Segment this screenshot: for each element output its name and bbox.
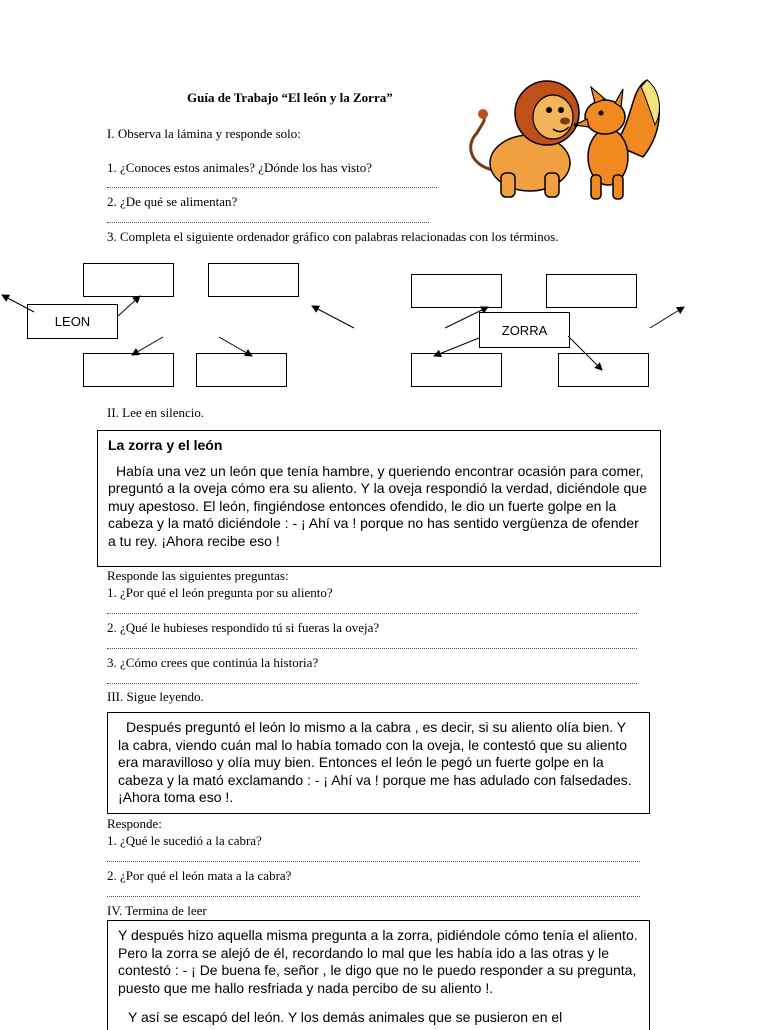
- section-1-question-3: 3. Completa el siguiente ordenador gráfico con palabras relacionadas con los términos.: [107, 229, 559, 244]
- story-box-3: [107, 920, 650, 1030]
- answer-line[interactable]: [107, 861, 640, 862]
- section-4-heading: IV. Termina de leer: [107, 903, 207, 918]
- answer-line[interactable]: [107, 683, 637, 684]
- arrow: [132, 337, 163, 355]
- answer-line[interactable]: [107, 613, 637, 614]
- arrow: [2, 295, 34, 312]
- arrow: [312, 306, 354, 328]
- section-3-heading: III. Sigue leyendo.: [107, 689, 204, 704]
- organizer-arrows: [0, 0, 768, 420]
- section-1-heading: I. Observa la lámina y responde solo:: [107, 126, 301, 141]
- section-2-question-1: 1. ¿Por qué el león pregunta por su aliento?: [107, 585, 333, 600]
- arrow: [568, 336, 602, 370]
- story-paragraph: Y así se escapó del león. Y los demás animales que se pusieron en el: [128, 1009, 563, 1025]
- organizer-label-leon: LEON: [27, 304, 118, 339]
- answer-line[interactable]: [107, 896, 640, 897]
- story-paragraph: Había una vez un león que tenía hambre, y queriendo encontrar ocasión para comer, preguntó a la oveja cómo era su aliento. Y la oveja respondió la verdad, diciéndole que muy apestoso. El león, fingiéndose entonces ofendido, le dio un fuerte golpe en la cabeza y la mató diciéndole : - ¡ Ahí va ! porque no has sentido vergüenza de ofender a tu rey. ¡Ahora recibe eso !: [108, 462, 647, 549]
- story-paragraph: Y después hizo aquella misma pregunta a la zorra, pidiéndole cómo tenía el aliento. Pero la zorra se alejó de él, recordando lo mal que les había ido a las otras y le contestó : - ¡ De buena fe, señor , le digo que no le puedo responder a su pregunta, puesto que me hallo resfriada y nada percibo de su aliento !.: [118, 927, 638, 996]
- arrow: [219, 337, 252, 356]
- section-2-question-2: 2. ¿Qué le hubieses respondido tú si fueras la oveja?: [107, 620, 380, 635]
- arrow: [434, 338, 479, 356]
- arrow: [445, 307, 488, 328]
- section-3-question-1: 1. ¿Qué le sucedió a la cabra?: [107, 833, 262, 848]
- section-3-question-2: 2. ¿Por qué el león mata a la cabra?: [107, 868, 292, 883]
- section-1-question-1: 1. ¿Conoces estos animales? ¿Dónde los has visto?: [107, 160, 372, 175]
- arrow: [118, 296, 140, 316]
- story-paragraph: Después preguntó el león lo mismo a la cabra , es decir, si su aliento olía bien. Y la cabra, viendo cuán mal lo había tomado con la oveja, le contestó que su aliento era maravilloso y olía muy bien. Entonces el león le pegó un fuerte golpe en la cabeza y la mató exclamando : - ¡ Ahí va ! porque me has adulado con falsedades. ¡Ahora toma eso !.: [118, 719, 632, 805]
- section-2-heading: II. Lee en silencio.: [107, 405, 205, 420]
- arrow: [650, 307, 684, 328]
- worksheet-title: Guía de Trabajo “El león y la Zorra”: [187, 90, 393, 105]
- story-box-2: [107, 712, 650, 814]
- section-2-question-3: 3. ¿Cómo crees que continúa la historia?: [107, 655, 319, 670]
- responde-intro: Responde:: [107, 816, 162, 831]
- answer-line[interactable]: [107, 648, 637, 649]
- story-title: La zorra y el león: [108, 437, 223, 453]
- organizer-label-zorra: ZORRA: [479, 312, 570, 348]
- questions-intro: Responde las siguientes preguntas:: [107, 568, 289, 583]
- section-1-question-2: 2. ¿De qué se alimentan?: [107, 194, 238, 209]
- story-box-1: [97, 430, 661, 567]
